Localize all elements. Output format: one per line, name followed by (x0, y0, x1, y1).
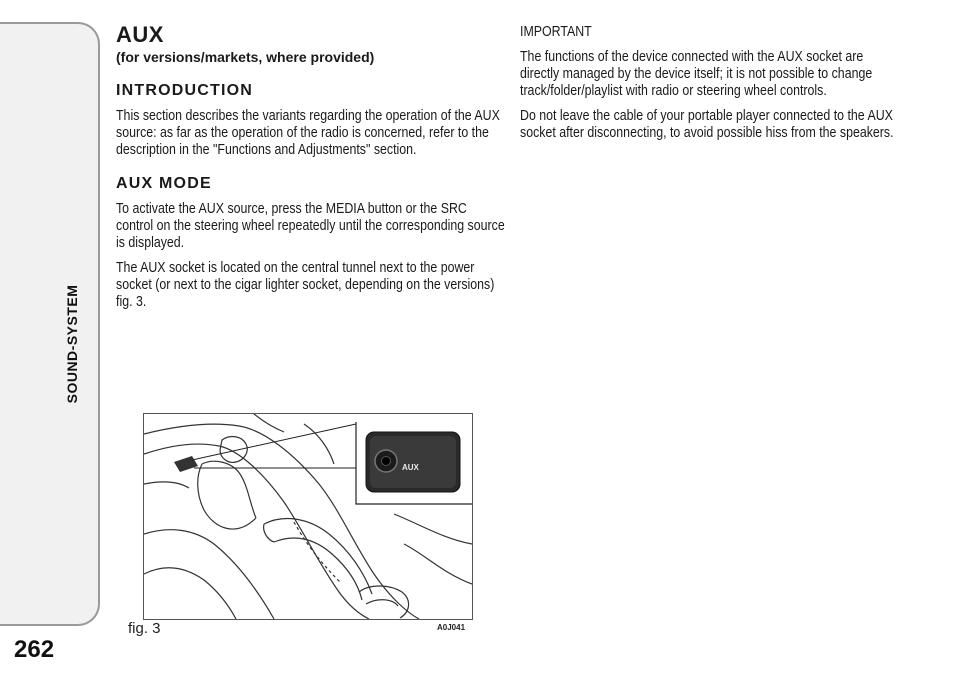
important-text-2: Do not leave the cable of your portable player connected to the AUX socket after disconnecting, to avoid possible hiss from the speakers. (520, 108, 894, 141)
page-title: AUX (116, 22, 164, 47)
center-console-illustration (144, 414, 472, 619)
introduction-text: This section describes the variants regarding the operation of the AUX source: as far as the operation of the radio is concerned, refer to the description in the "Functions and Adjustments" section. (116, 108, 500, 158)
aux-socket-label: AUX (402, 463, 419, 472)
introduction-heading: INTRODUCTION (116, 82, 254, 99)
important-text-1: The functions of the device connected with the AUX socket are directly managed by the device itself; it is not possible to change track/folder/playlist with radio or steering wheel controls. (520, 49, 873, 99)
aux-mode-text-1: To activate the AUX source, press the MEDIA button or the SRC control on the steering wheel repeatedly until the corresponding source is displayed. (116, 201, 505, 251)
page-number: 262 (14, 636, 55, 663)
figure-aux-socket (143, 413, 473, 620)
section-title: SOUND-SYSTEM (64, 284, 80, 404)
page-subtitle: (for versions/markets, where provided) (116, 49, 375, 65)
figure-code: A0J041 (437, 623, 466, 632)
left-column (116, 24, 506, 319)
important-label: IMPORTANT (520, 24, 592, 40)
figure-caption: fig. 3 (128, 620, 161, 637)
aux-mode-heading: AUX MODE (116, 175, 212, 192)
right-column (520, 24, 900, 150)
aux-mode-text-2: The AUX socket is located on the central tunnel next to the power socket (or next to the cigar lighter socket, depending on the versions) fig. 3. (116, 260, 495, 310)
aux-socket-location (174, 456, 198, 472)
side-tab (0, 22, 100, 626)
